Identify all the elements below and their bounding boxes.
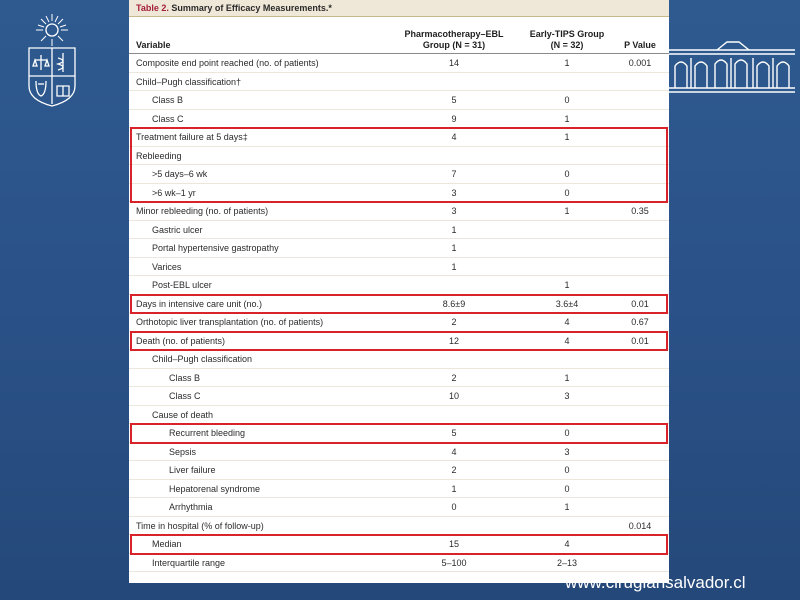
- table-row: [129, 369, 669, 388]
- header-early-tips-line1: Early-TIPS Group: [529, 29, 605, 39]
- row-label: Hepatorenal syndrome: [169, 483, 261, 494]
- early-tips-value: 4: [564, 317, 570, 327]
- red-highlight-box: [130, 534, 668, 555]
- p-value: 0.35: [631, 206, 649, 216]
- pharmacotherapy-value: 1: [451, 224, 457, 235]
- red-highlight-box: [130, 331, 668, 352]
- row-label: >6 wk–1 yr: [152, 187, 196, 198]
- pharmacotherapy-value: 5: [451, 428, 457, 438]
- p-value: 0.01: [631, 335, 649, 346]
- row-label: Treatment failure at 5 days‡: [136, 132, 248, 142]
- row-label: >5 days–6 wk: [152, 169, 208, 179]
- website-url: www.cirugiahsalvador.cl: [565, 573, 746, 592]
- early-tips-value: 4: [564, 539, 570, 549]
- pharmacotherapy-value: 4: [451, 132, 457, 142]
- row-label: Class C: [152, 113, 184, 124]
- efficacy-table: [129, 0, 669, 583]
- row-label: Varices: [152, 261, 182, 272]
- header-p-value: P Value: [624, 40, 656, 50]
- red-highlight-box: [130, 423, 668, 444]
- row-label: Interquartile range: [152, 557, 226, 568]
- row-label: Minor rebleeding (no. of patients): [136, 206, 269, 216]
- pharmacotherapy-value: 9: [451, 113, 457, 124]
- pharmacotherapy-value: 3: [451, 187, 457, 198]
- table-row: [129, 239, 669, 258]
- row-label: Class B: [152, 95, 184, 105]
- early-tips-value: 1: [564, 58, 570, 68]
- table-row: [129, 498, 669, 517]
- hospital-building-icon: [667, 40, 797, 94]
- row-label: Portal hypertensive gastropathy: [152, 243, 279, 253]
- row-label: Sepsis: [169, 446, 197, 457]
- pharmacotherapy-value: 1: [451, 243, 457, 253]
- p-value: 0.014: [628, 520, 652, 531]
- pharmacotherapy-value: 2: [451, 317, 457, 327]
- header-pharmacotherapy-line2: Group (N = 31): [422, 40, 486, 50]
- early-tips-value: 0: [564, 465, 570, 475]
- pharmacotherapy-value: 12: [448, 335, 459, 346]
- header-pharmacotherapy-line1: Pharmacotherapy–EBL: [404, 29, 504, 39]
- red-highlight-box: [130, 127, 668, 203]
- row-label: Arrhythmia: [169, 502, 213, 512]
- table-row: [129, 258, 669, 277]
- early-tips-value: 1: [564, 206, 570, 216]
- pharmacotherapy-value: 1: [451, 483, 457, 494]
- early-tips-value: 1: [564, 280, 570, 290]
- early-tips-value: 0: [564, 187, 570, 198]
- row-label: Post-EBL ulcer: [152, 280, 212, 290]
- pharmacotherapy-value: 7: [451, 169, 457, 179]
- row-label: Days in intensive care unit (no.): [136, 298, 263, 309]
- row-label: Rebleeding: [136, 150, 182, 161]
- row-label: Orthotopic liver transplantation (no. of patients): [136, 317, 324, 327]
- table-row: [129, 461, 669, 480]
- table-number: Table 2.: [136, 3, 169, 13]
- early-tips-value: 3.6±4: [555, 298, 579, 309]
- red-highlight-box: [130, 294, 668, 315]
- pharmacotherapy-value: 2: [451, 372, 457, 383]
- early-tips-value: 2–13: [556, 557, 578, 568]
- pharmacotherapy-value: 1: [451, 261, 457, 272]
- table-row: [129, 387, 669, 406]
- pharmacotherapy-value: 4: [451, 446, 457, 457]
- early-tips-value: 1: [564, 372, 570, 383]
- early-tips-value: 1: [564, 113, 570, 124]
- row-label: Recurrent bleeding: [169, 428, 246, 438]
- table-caption: Summary of Efficacy Measurements.*: [171, 3, 332, 13]
- table-row: [129, 554, 669, 573]
- pharmacotherapy-value: 15: [448, 539, 459, 549]
- university-crest-icon: [25, 8, 79, 108]
- header-pharmacotherapy-group: [393, 29, 515, 51]
- early-tips-value: 0: [564, 95, 570, 105]
- table-row: [129, 276, 669, 295]
- row-label: Class C: [169, 391, 201, 401]
- row-label: Median: [152, 539, 182, 549]
- header-variable: Variable: [136, 40, 171, 50]
- table-row: [129, 73, 669, 92]
- table-row: [129, 110, 669, 129]
- table-row: [129, 480, 669, 499]
- p-value: 0.01: [631, 298, 649, 309]
- p-value: 0.67: [631, 317, 649, 327]
- row-label: Time in hospital (% of follow-up): [136, 520, 264, 531]
- pharmacotherapy-value: 0: [451, 502, 457, 512]
- table-row: [129, 517, 669, 536]
- row-label: Gastric ulcer: [152, 224, 203, 235]
- table-row: [129, 406, 669, 425]
- early-tips-value: 3: [564, 446, 570, 457]
- table-row: [129, 91, 669, 110]
- early-tips-value: 1: [564, 502, 570, 512]
- pharmacotherapy-value: 14: [448, 58, 459, 68]
- row-label: Child–Pugh classification†: [136, 76, 242, 87]
- row-label: Cause of death: [152, 409, 214, 420]
- early-tips-value: 1: [564, 132, 570, 142]
- pharmacotherapy-value: 8.6±9: [442, 298, 466, 309]
- pharmacotherapy-value: 2: [451, 465, 457, 475]
- row-label: Child–Pugh classification: [152, 354, 253, 364]
- header-early-tips-group: [519, 29, 615, 51]
- p-value: 0.001: [628, 58, 652, 68]
- table-title: [129, 0, 669, 17]
- row-label: Composite end point reached (no. of patients): [136, 58, 319, 68]
- table-row: [129, 221, 669, 240]
- table-row: [129, 54, 669, 73]
- row-label: Liver failure: [169, 465, 216, 475]
- table-row: [129, 313, 669, 332]
- pharmacotherapy-value: 5: [451, 95, 457, 105]
- early-tips-value: 0: [564, 169, 570, 179]
- pharmacotherapy-value: 3: [451, 206, 457, 216]
- row-label: Class B: [169, 372, 201, 383]
- early-tips-value: 3: [564, 391, 570, 401]
- early-tips-value: 4: [564, 335, 570, 346]
- header-early-tips-line2: (N = 32): [550, 40, 584, 50]
- row-label: Death (no. of patients): [136, 335, 226, 346]
- table-row: [129, 202, 669, 221]
- early-tips-value: 0: [564, 428, 570, 438]
- table-row: [129, 350, 669, 369]
- pharmacotherapy-value: 5–100: [441, 557, 467, 568]
- table-row: [129, 443, 669, 462]
- pharmacotherapy-value: 10: [448, 391, 459, 401]
- early-tips-value: 0: [564, 483, 570, 494]
